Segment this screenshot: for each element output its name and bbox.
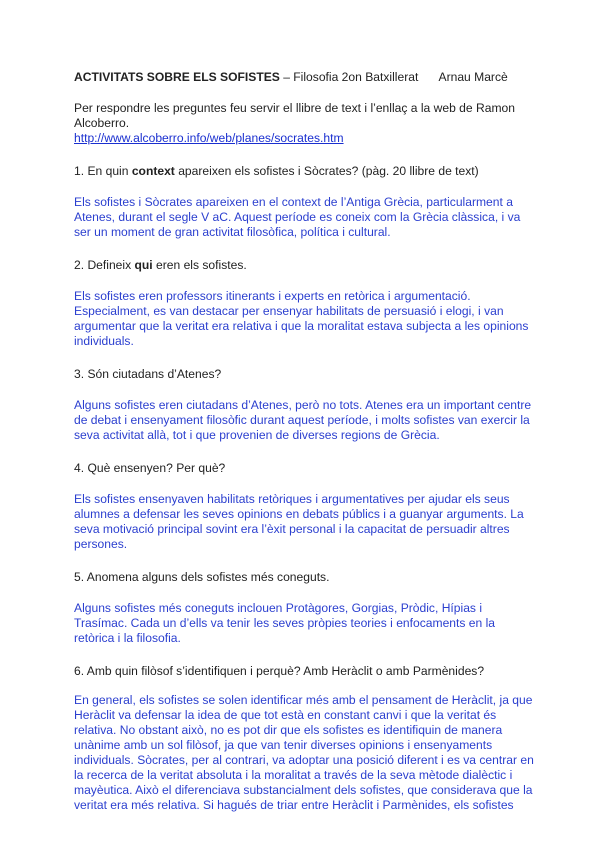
- answer-text: En general, els sofistes se solen identificar més amb el pensament de Heràclit, ja que Heràclit va defensar la idea de que tot està en constant canvi i que la veritat és relativa. No obstant això, no es pot dir que els sofistes es identifiquin de manera unànime amb un sol filòsof, ja que van tenir diverses opinions i ensenyaments individuals. Sòcrates, per al contrari, va adoptar una posició diferent i es va centrar en la recerca de la veritat absoluta i la moralitat a través de la seva mètode dialèctic i mayèutica. Això el diferenciava substancialment dels sofistes, que considerava que la veritat era més relativa. Si hagués de triar entre Heràclit i Parmènides, els sofistes: [74, 693, 534, 812]
- answer-text: Alguns sofistes eren ciutadans d’Atenes, però no tots. Atenes era un important centre de debat i ensenyament filosòfic durant aquest període, i molts sofistes van exercir la seva activitat allà, tot i que provenien de diverses regions de Grècia.: [74, 398, 532, 442]
- question-text: [74, 461, 534, 476]
- reference-link[interactable]: http://www.alcoberro.info/web/planes/socrates.htm: [74, 131, 344, 145]
- answer-text: Alguns sofistes més coneguts inclouen Protàgores, Gorgias, Pròdic, Hípias i Trasímac. Cada un d’ells va tenir les seves pròpies teories i enfocaments en la retòrica i la filosofia.: [74, 601, 496, 645]
- question-prefix: 5. Anomena alguns dels sofistes més coneguts.: [74, 570, 330, 584]
- question-text: [74, 570, 534, 585]
- question-prefix: 4. Què ensenyen? Per què?: [74, 461, 226, 475]
- question-block-5: [74, 570, 534, 646]
- document-header: [74, 70, 534, 85]
- question-block-6: [74, 664, 534, 813]
- document-body: [74, 70, 534, 813]
- question-text: [74, 367, 534, 382]
- answer-text: Els sofistes i Sòcrates apareixen en el context de l’Antiga Grècia, particularment a Atenes, durant el segle V aC. Aquest període es coneix com la Grècia clàssica, i va ser un moment de gran activitat filosòfica, política i cultural.: [74, 195, 521, 239]
- question-suffix: apareixen els sofistes i Sòcrates? (pàg. 20 llibre de text): [174, 164, 479, 178]
- question-block-1: [74, 164, 534, 240]
- question-text: [74, 664, 534, 679]
- question-prefix: 1. En quin: [74, 164, 132, 178]
- document-subtitle: – Filosofia 2on Batxillerat: [279, 70, 419, 84]
- question-text: [74, 258, 534, 273]
- document-author: Arnau Marcè: [438, 70, 508, 84]
- question-prefix: 6. Amb quin filòsof s’identifiquen i perquè? Amb Heràclit o amb Parmènides?: [74, 664, 485, 678]
- answer-text: Els sofistes eren professors itinerants i experts en retòrica i argumentació. Especialment, es van destacar per ensenyar habilitats de persuasió i elogi, i van argumentar que la veritat era relativa i que la moralitat estava subjecta a les opinions individuals.: [74, 289, 529, 348]
- question-text: [74, 164, 534, 179]
- document-title: ACTIVITATS SOBRE ELS SOFISTES: [74, 70, 280, 84]
- answer-text: Els sofistes ensenyaven habilitats retòriques i argumentatives per ajudar els seus alumnes a defensar les seves opinions en debats públics i a guanyar arguments. La seva motivació principal sovint era l’èxit personal i la capacitat de persuadir altres persones.: [74, 492, 524, 551]
- question-prefix: 3. Són ciutadans d’Atenes?: [74, 367, 222, 381]
- intro-text: Per respondre les preguntes feu servir el llibre de text i l’enllaç a la web de Ramon Alcoberro.: [74, 101, 515, 130]
- question-prefix: 2. Defineix: [74, 258, 135, 272]
- question-block-4: [74, 461, 534, 552]
- question-suffix: eren els sofistes.: [152, 258, 247, 272]
- question-block-3: [74, 367, 534, 443]
- question-keyword: context: [131, 164, 175, 178]
- question-block-2: [74, 258, 534, 349]
- question-keyword: qui: [134, 258, 153, 272]
